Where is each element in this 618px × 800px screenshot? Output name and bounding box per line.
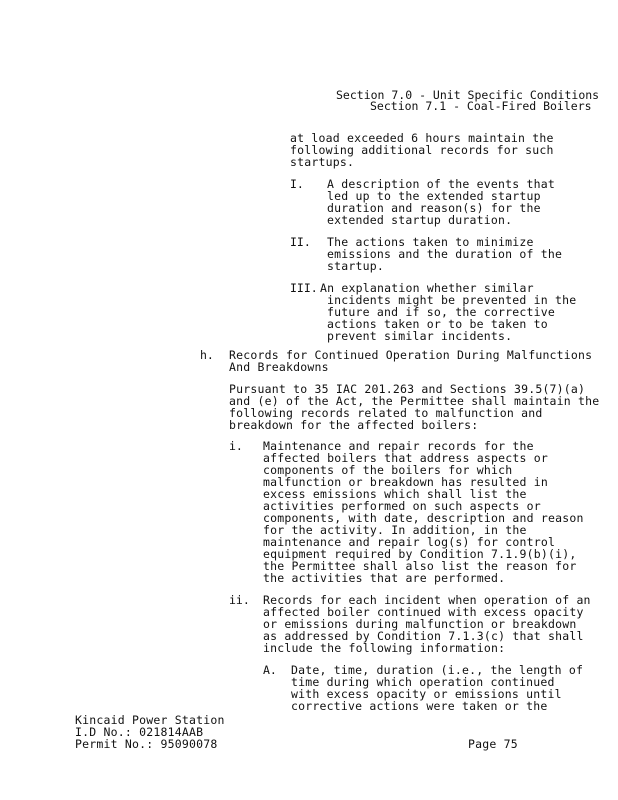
subitem-a-line-4: corrective actions were taken or the — [291, 699, 548, 713]
startup-item-3-line-2: incidents might be prevented in the — [327, 293, 577, 307]
item-i-line-1: Maintenance and repair records for the — [263, 439, 534, 453]
subitem-a-line-1: Date, time, duration (i.e., the length of — [291, 663, 584, 677]
footer-id-number: I.D No.: 021814AAB — [75, 725, 204, 739]
subitem-a-line-3: with excess opacity or emissions until — [291, 687, 562, 701]
footer-permit-number: Permit No.: 95090078 — [75, 737, 218, 751]
item-ii-line-4: as addressed by Condition 7.1.3(c) that shall — [263, 629, 584, 643]
section-h-title-line-1: Records for Continued Operation During Malfunctions — [229, 348, 593, 362]
startup-item-3-line-5: prevent similar incidents. — [327, 329, 513, 343]
intro-line-2: following additional records for such — [290, 143, 554, 157]
footer-facility-name: Kincaid Power Station — [75, 713, 225, 727]
item-i-line-6: activities performed on such aspects or — [263, 499, 541, 513]
intro-line-3: startups. — [290, 155, 355, 169]
item-ii-line-5: include the following information: — [263, 641, 506, 655]
item-i-line-8: for the activity. In addition, in the — [263, 523, 527, 537]
startup-item-2-marker: II. — [290, 235, 311, 249]
startup-item-3-line-3: future and if so, the corrective — [327, 305, 555, 319]
startup-item-1-marker: I. — [290, 177, 304, 191]
section-h-paragraph-line-1: Pursuant to 35 IAC 201.263 and Sections 39.5(7)(a) — [229, 382, 586, 396]
startup-item-3-marker: III. — [290, 281, 318, 295]
item-i-line-10: equipment required by Condition 7.1.9(b)(i), — [263, 547, 577, 561]
startup-item-2-line-1: The actions taken to minimize — [327, 235, 534, 249]
section-header-title: Section 7.0 - Unit Specific Conditions — [336, 88, 600, 102]
item-i-line-2: affected boilers that address aspects or — [263, 451, 548, 465]
item-i-line-4: malfunction or breakdown has resulted in — [263, 475, 548, 489]
startup-item-3-line-1: An explanation whether similar — [320, 281, 534, 295]
startup-item-2-line-3: startup. — [327, 259, 384, 273]
startup-item-2-line-2: emissions and the duration of the — [327, 247, 563, 261]
section-h-title-line-2: And Breakdowns — [229, 360, 329, 374]
section-header-subtitle: Section 7.1 - Coal-Fired Boilers — [370, 99, 592, 113]
item-i-line-11: the Permittee shall also list the reason for — [263, 559, 577, 573]
item-ii-marker: ii. — [229, 593, 250, 607]
section-h-paragraph-line-4: breakdown for the affected boilers: — [229, 418, 479, 432]
section-h-paragraph-line-3: following records related to malfunction and — [229, 406, 543, 420]
startup-item-1-line-4: extended startup duration. — [327, 213, 513, 227]
subitem-a-marker: A. — [263, 663, 277, 677]
footer-page-number: Page 75 — [468, 737, 518, 751]
item-ii-line-2: affected boiler continued with excess opacity — [263, 605, 584, 619]
startup-item-1-line-2: led up to the extended startup — [327, 189, 541, 203]
startup-item-3-line-4: actions taken or to be taken to — [327, 317, 548, 331]
startup-item-1-line-1: A description of the events that — [327, 177, 555, 191]
startup-item-1-line-3: duration and reason(s) for the — [327, 201, 541, 215]
item-ii-line-1: Records for each incident when operation of an — [263, 593, 591, 607]
item-i-line-3: components of the boilers for which — [263, 463, 513, 477]
section-h-paragraph-line-2: and (e) of the Act, the Permittee shall maintain the — [229, 394, 600, 408]
item-i-line-12: the activities that are performed. — [263, 571, 506, 585]
item-i-line-7: components, with date, description and reason — [263, 511, 584, 525]
item-i-line-9: maintenance and repair log(s) for control — [263, 535, 556, 549]
item-i-marker: i. — [229, 439, 243, 453]
section-h-marker: h. — [200, 348, 214, 362]
item-ii-line-3: or emissions during malfunction or breakdown — [263, 617, 577, 631]
subitem-a-line-2: time during which operation continued — [291, 675, 555, 689]
item-i-line-5: excess emissions which shall list the — [263, 487, 527, 501]
intro-line-1: at load exceeded 6 hours maintain the — [290, 131, 554, 145]
